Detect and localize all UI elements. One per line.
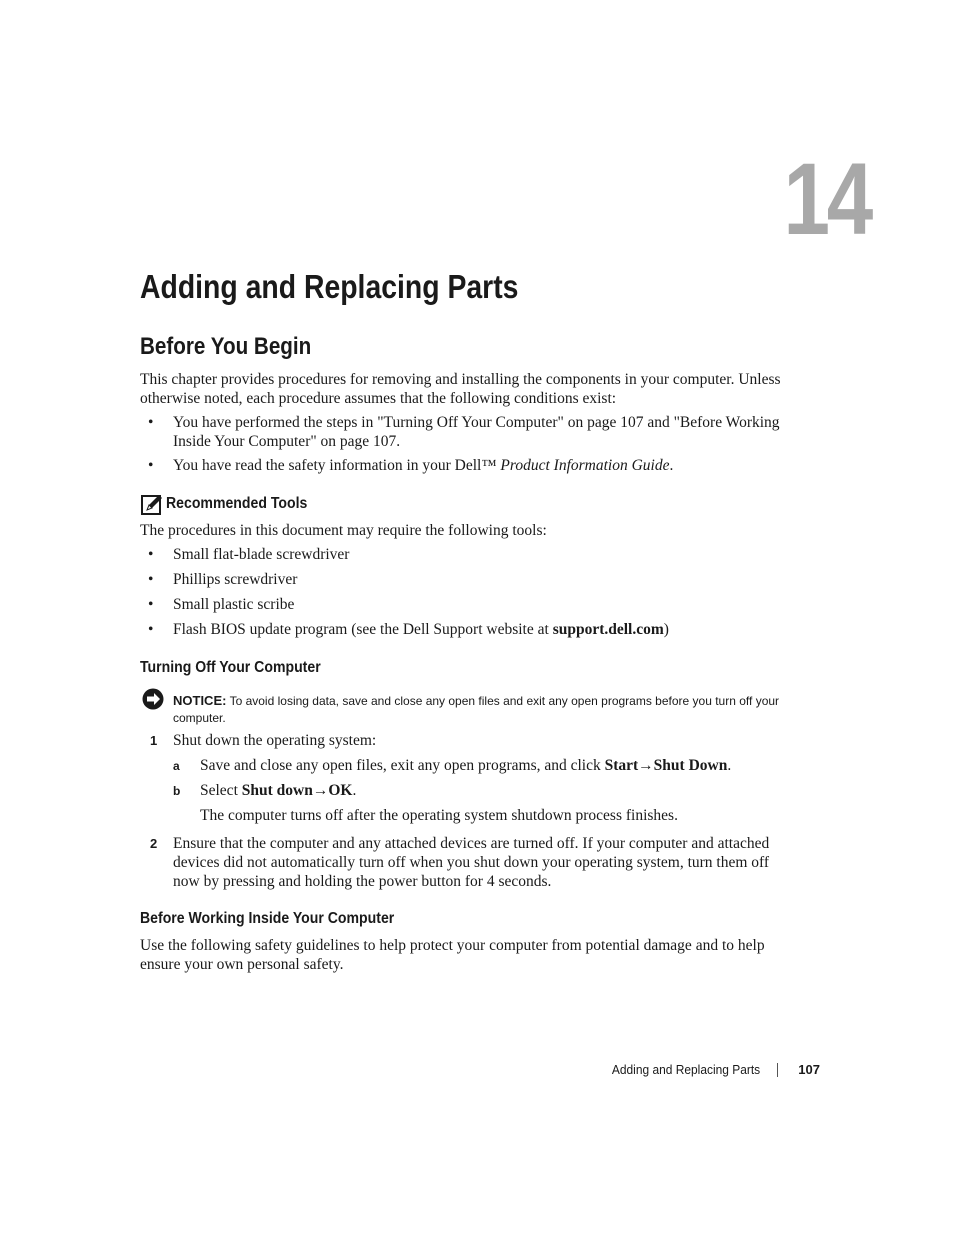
- bullet: •: [148, 414, 154, 431]
- page-number: 107: [798, 1062, 820, 1077]
- section-title: Before You Begin: [140, 333, 312, 360]
- substep-letter: a: [173, 759, 180, 773]
- step-number: 1: [150, 733, 158, 748]
- substep-result: The computer turns off after the operating system shutdown process finishes.: [200, 807, 678, 824]
- chapter-number: 14: [783, 142, 870, 256]
- note-pencil-icon: [141, 493, 163, 515]
- bullet: •: [148, 546, 154, 563]
- bullet: •: [148, 596, 154, 613]
- substep-text: Save and close any open files, exit any open programs, and click Start→Shut Down.: [200, 757, 732, 774]
- step-text: Ensure that the computer and any attached devices are turned off. If your computer and attached devices did not automatically turn off when you shut down your operating system, turn them off now by pressing and holding the power button for 4 seconds.: [173, 835, 770, 890]
- support-link[interactable]: support.dell.com: [552, 621, 664, 638]
- tool-text: Small flat-blade screwdriver: [173, 546, 350, 563]
- condition-text: You have performed the steps in "Turning Off Your Computer" on page 107 and "Before Working Inside Your Computer" on page 107.: [173, 414, 780, 450]
- tools-heading: Recommended Tools: [166, 495, 308, 512]
- tools-intro: The procedures in this document may require the following tools:: [140, 522, 547, 539]
- intro-paragraph: This chapter provides procedures for removing and installing the components in your computer. Unless otherwise noted, each procedure assumes that the following conditions exist:: [140, 371, 781, 407]
- notice-label: NOTICE:: [173, 693, 227, 708]
- tool-text: Flash BIOS update program (see the Dell Support website at support.dell.com): [173, 621, 669, 638]
- bullet: •: [148, 571, 154, 588]
- notice-arrow-icon: [142, 688, 164, 710]
- footer-separator: [777, 1063, 778, 1077]
- before-working-heading: Before Working Inside Your Computer: [140, 910, 395, 927]
- turning-off-heading: Turning Off Your Computer: [140, 659, 321, 676]
- tool-text: Phillips screwdriver: [173, 571, 298, 588]
- substep-letter: b: [173, 784, 181, 798]
- bullet: •: [148, 457, 154, 474]
- shutdown-ok-path: Shut down→OK: [241, 782, 353, 799]
- step-text: Shut down the operating system:: [173, 732, 377, 749]
- tool-text: Small plastic scribe: [173, 596, 295, 613]
- product-guide-title: Product Information Guide: [500, 457, 670, 474]
- bullet: •: [148, 621, 154, 638]
- substep-text: Select Shut down→OK.: [200, 782, 357, 799]
- before-working-paragraph: Use the following safety guidelines to help protect your computer from potential damage and to help ensure your own personal safety.: [140, 937, 765, 973]
- footer-chapter-label: Adding and Replacing Parts: [611, 1062, 760, 1077]
- chapter-title: Adding and Replacing Parts: [140, 268, 519, 305]
- notice-text: NOTICE: To avoid losing data, save and close any open files and exit any open programs before you turn off your computer.: [173, 693, 780, 725]
- start-shutdown-path: Start→Shut Down: [604, 757, 728, 774]
- condition-text: You have read the safety information in your Dell™ Product Information Guide.: [173, 457, 674, 474]
- step-number: 2: [150, 836, 158, 851]
